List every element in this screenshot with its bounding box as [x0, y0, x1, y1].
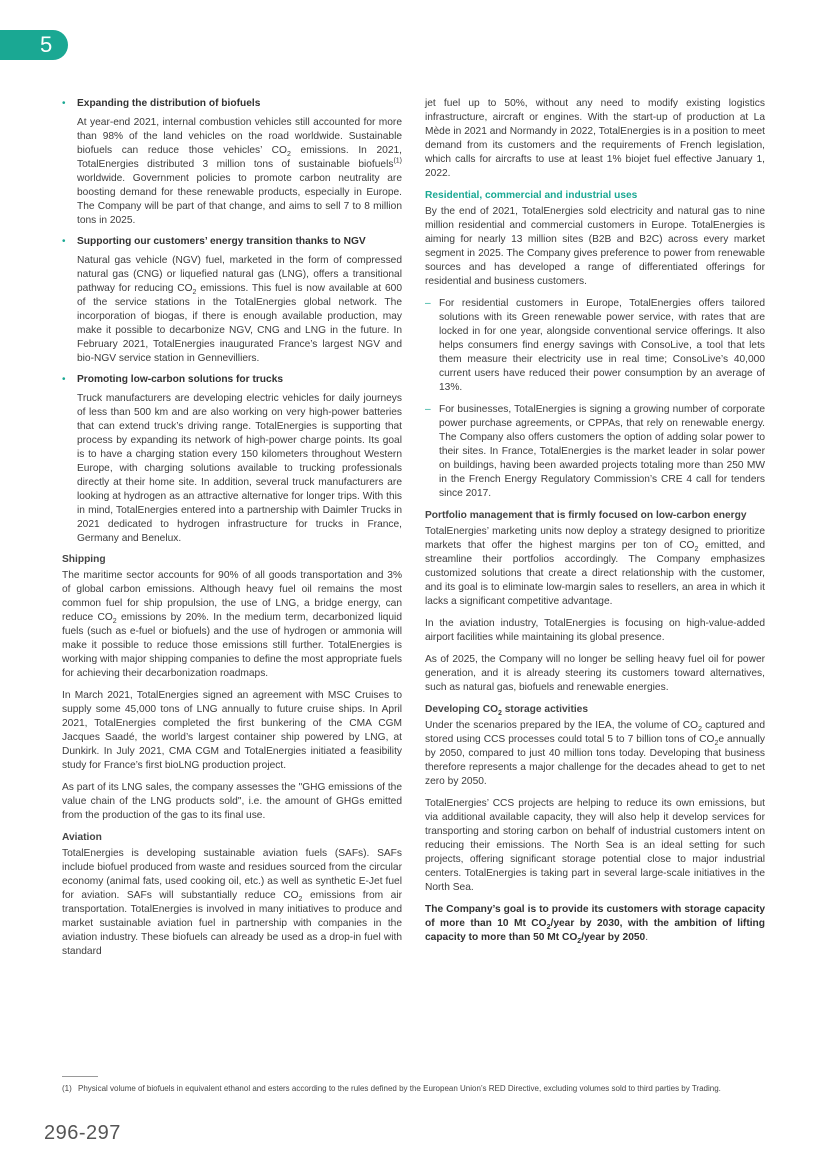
paragraph: As part of its LNG sales, the company assesses the "GHG emissions of the value chain of the LNG products sold", i.e. the amount of GHGs emitted from the production of the gas to its final use.	[62, 782, 402, 821]
bullet-paragraph: Natural gas vehicle (NGV) fuel, marketed in the form of compressed natural gas (CNG) or liquefied natural gas (LNG), offers a transitional pathway for reducing $CO_2$ emissions. This fuel is now available at 600 of the service stations in the TotalEnergies global network. The incorporation of biogas, if there is enough available production, may make it possible to decarbonize NGV, CNG and LNG in the future. In February 2021, TotalEnergies inaugurated France’s largest NGV and bio-NGV service station in Gennevilliers.	[77, 255, 402, 364]
paragraph: In March 2021, TotalEnergies signed an agreement with MSC Cruises to supply some 45,000 tons of LNG annually to future cruise ships. In April 2021, TotalEnergies completed the first bunkering of the CMA CGM Jacques Saadé, the world’s largest container ship powered by LNG, at Dunkirk. In July 2021, CMA CGM and TotalEnergies initiated a feasibility study for France’s first bioLNG production project.	[62, 690, 402, 771]
bullet-paragraph: At year-end 2021, internal combustion vehicles still accounted for more than 98% of the land vehicles on the road worldwide. Sustainable biofuels can reduce those vehicles’ $CO_2$ emissions. In 2021, TotalEnergies distributed 3 million tons of sustainable biofuels$^{(1)}$ worldwide. Government policies to promote carbon neutrality are boosting demand for these renewable products, especially in Europe. The Company will be part of that change, and aims to sell 7 to 8 million tons in 2025.	[77, 117, 402, 226]
paragraph: By the end of 2021, TotalEnergies sold electricity and natural gas to nine million residential and commercial customers in Europe. TotalEnergies is aiming for nearly 13 million sites (B2B and B2C) across every market segment in 2025. The Company gives preference to power from renewable sources and has developed a range of differentiated offerings for residential and business customers.	[425, 206, 765, 287]
paragraph: jet fuel up to 50%, without any need to modify existing logistics infrastructure, aircraft or engines. With the start-up of production at La Mède in 2021 and Normandy in 2022, TotalEnergies is in a position to meet demand from its customers and the requirements of French legislation, which calls for aircrafts to use at least 1% biojet fuel effective January 1, 2022.	[425, 98, 765, 179]
paragraph: TotalEnergies’ CCS projects are helping to reduce its own emissions, but via additional available capacity, they will also help it develop services for transporting and storing carbon on behalf of industrial customers intent on reducing their emissions. The North Sea is an ideal setting for such projects, offering significant storage potential close to major industrial centers. TotalEnergies is taking part in several large-scale initiatives in the North Sea.	[425, 798, 765, 893]
bullet-dot: •	[62, 98, 66, 109]
section-heading-aviation: Aviation	[62, 832, 102, 843]
paragraph: As of 2025, the Company will no longer be selling heavy fuel oil for power generation, and it is already steering its customers toward alternatives, such as natural gas, biofuels and renewable energies.	[425, 654, 765, 693]
section-heading-residential: Residential, commercial and industrial uses	[425, 190, 638, 201]
dash-item-residential	[425, 297, 765, 395]
paragraph: TotalEnergies is developing sustainable aviation fuels (SAFs). SAFs include biofuel produced from waste and residues sourced from the circular economy (animal fats, used cooking oil, etc.) as well as synthetic E-Jet fuel for aviation. SAFs will substantially reduce $CO_2$ emissions from air transportation. TotalEnergies is involved in many initiatives to produce and market sustainable aviation fuel in partnership with companies in the aviation industry. These biofuels can already be used as a drop-in fuel with standard	[62, 848, 402, 957]
page-number: 296-297	[44, 1122, 121, 1144]
dash-text: For businesses, TotalEnergies is signing a growing number of corporate power purchase agreements, or CPPAs, that rely on renewable energy. The Company also offers customers the option of adding solar power to their sites. In France, TotalEnergies is the market leader in solar power on buildings, having been awarded projects totaling more than 250 MW in the French Energy Regulatory Commission’s CRE 4 call for tenders since 2017.	[439, 404, 765, 499]
paragraph: In the aviation industry, TotalEnergies is focusing on high-value-added airport facilities while maintaining its global presence.	[425, 618, 765, 643]
dash-text: For residential customers in Europe, TotalEnergies offers tailored solutions with its Green renewable power service, with rates that are locked in for one year, alongside conventional service offerings. It also helps consumers find energy savings with ConsoLive, a tool that lets them measure their electricity use in real time; ConsoLive’s 40,000 current users have reduced their power consumption by an average of 13%.	[439, 298, 765, 393]
footnote-divider	[62, 1076, 98, 1077]
left-column	[62, 97, 402, 967]
paragraph: TotalEnergies’ marketing units now deploy a strategy designed to prioritize markets that offer the highest margins per ton of $CO_2$ emitted, and streamline their portfolios accordingly. The Company emphasizes customized solutions that create a direct relationship with the customer, and its goal is to eliminate low-margin sales to resellers, an area in which it lacks a significant competitive advantage.	[425, 526, 765, 607]
right-column	[425, 97, 765, 953]
bullet-heading: Promoting low-carbon solutions for trucks	[77, 374, 284, 385]
bullet-dot: •	[62, 236, 66, 247]
section-heading-shipping: Shipping	[62, 554, 106, 565]
bullet-heading: Supporting our customers’ energy transition thanks to NGV	[77, 236, 366, 247]
paragraph: Under the scenarios prepared by the IEA, the volume of $CO_2$ captured and stored using CCS processes could total 5 to 7 billion tons of $CO_2e$ annually by 2050, compared to just 40 million tons today. Developing that business therefore represents a major challenge for the decades ahead to get to net zero by 2050.	[425, 720, 765, 787]
chapter-tab	[0, 30, 68, 60]
bullet-biofuels	[62, 97, 402, 228]
dash-item-businesses	[425, 403, 765, 501]
bullet-dot: •	[62, 374, 66, 385]
footnote-number: (1)	[62, 1084, 72, 1093]
footnote-text: Physical volume of biofuels in equivalent ethanol and esters according to the rules defined by the European Union’s RED Directive, excluding volumes sold to third parties by Trading.	[78, 1084, 721, 1093]
footnote	[62, 1083, 765, 1094]
chapter-number: 5	[40, 32, 53, 57]
goal-statement: The Company’s goal is to provide its customers with storage capacity of more than 10 Mt $CO_2$/year by 2030, with the ambition of lifting capacity to more than 50 Mt $CO_2$/year by 2050.	[425, 904, 765, 946]
dash-mark: –	[425, 404, 431, 415]
bullet-heading: Expanding the distribution of biofuels	[77, 98, 261, 109]
dash-mark: –	[425, 298, 431, 309]
bullet-paragraph: Truck manufacturers are developing electric vehicles for daily journeys of less than 500 km and are also working on very high-power batteries that can extend truck’s driving range. TotalEnergies is supporting that process by expanding its network of high-power charge points. Its goal is to have a charging station every 150 kilometers throughout Western Europe, with charging solutions available to trucking professionals directly at their home site. In addition, several truck manufacturers are looking at hydrogen as an attractive alternative for longer trips. With this in mind, TotalEnergies entered into a partnership with Daimler Trucks in 2021 dedicated to hydrogen infrastructure for trucks in France, Germany and Benelux.	[77, 393, 402, 544]
paragraph: The maritime sector accounts for 90% of all goods transportation and 3% of global carbon emissions. Although heavy fuel oil remains the most common fuel for ship propulsion, the use of LNG, a bridge energy, can reduce $CO_2$ emissions by 20%. In the medium term, decarbonized liquid fuels (such as e-fuel or biofuels) and the use of hydrogen or ammonia will make it possible to reduce those emissions still further. TotalEnergies is working with major shipping companies to define the most appropriate fuels for achieving their decarbonization roadmaps.	[62, 570, 402, 679]
section-heading-portfolio: Portfolio management that is firmly focused on low-carbon energy	[425, 510, 747, 521]
bullet-ngv	[62, 235, 402, 366]
bullet-trucks	[62, 373, 402, 546]
section-heading-co2-storage: Developing $CO_2$ storage activities	[425, 704, 589, 718]
footnote-ref: (1)	[393, 157, 402, 165]
